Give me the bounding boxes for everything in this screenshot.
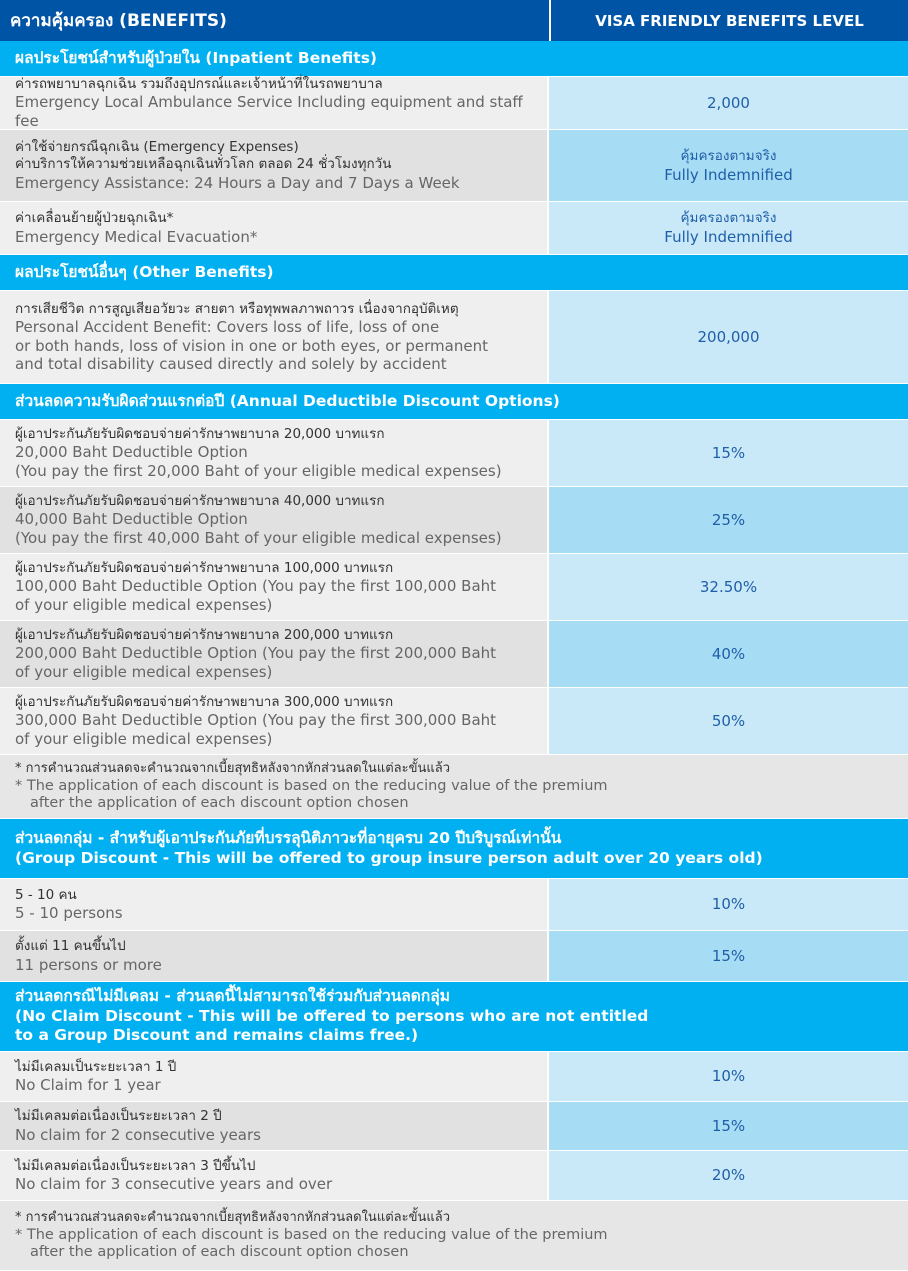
row-thai-text: การเสียชีวิต การสูญเสียอวัยวะ สายตา หรือทุพพลภาพถาวร เนื่องจากอุบัติเหตุ (15, 300, 459, 317)
section-title: ผลประโยชน์สำหรับผู้ป่วยใน (Inpatient Benefits) (15, 48, 378, 67)
deductible-footnote (0, 755, 908, 819)
row-thai-text: ไม่มีเคลมต่อเนื่องเป็นระยะเวลา 3 ปีขึ้นไป (15, 1157, 256, 1174)
row-english-text: No claim for 3 consecutive years and over (15, 1175, 333, 1193)
row-value: 40% (711, 644, 746, 663)
row-value-thai: คุ้มครองตามจริง (680, 210, 777, 226)
table-row (0, 879, 908, 931)
row-value: 200,000 (697, 327, 760, 346)
row-value: 10% (711, 895, 746, 913)
row-value: 20% (711, 1166, 746, 1184)
row-english-text: No claim for 2 consecutive years (15, 1125, 261, 1144)
table-row (0, 420, 908, 487)
row-thai-text: ไม่มีเคลมเป็นระยะเวลา 1 ปี (15, 1058, 177, 1075)
row-english-text-2: of your eligible medical expenses) (15, 729, 273, 748)
row-english-text-1: Personal Accident Benefit: Covers loss of life, loss of one (15, 318, 440, 336)
footnote-thai: * การคำนวณส่วนลดจะคำนวณจากเบี้ยสุทธิหลังจากหักส่วนลดในแต่ละขั้นแล้ว (15, 1210, 451, 1226)
row-value: 15% (711, 946, 746, 965)
row-thai-text: ผู้เอาประกันภัยรับผิดชอบจ่ายค่ารักษาพยาบาล 200,000 บาทแรก (15, 626, 394, 643)
row-thai-text: ผู้เอาประกันภัยรับผิดชอบจ่ายค่ารักษาพยาบาล 300,000 บาทแรก (15, 693, 394, 710)
table-row (0, 554, 908, 621)
row-value: 25% (711, 510, 746, 529)
table-row (0, 130, 908, 202)
row-value-english: Fully Indemnified (664, 165, 793, 184)
row-english-text-1: 100,000 Baht Deductible Option (You pay the first 100,000 Baht (15, 577, 497, 596)
row-english-text-1: 300,000 Baht Deductible Option (You pay the first 300,000 Baht (15, 711, 497, 730)
table-header (0, 0, 908, 41)
footnote-english-2: after the application of each discount option chosen (30, 795, 409, 812)
section-inpatient (0, 41, 908, 77)
row-thai-text: ตั้งแต่ 11 คนขึ้นไป (15, 938, 126, 954)
row-english-text: 5 - 10 persons (15, 904, 123, 922)
row-value-english: Fully Indemnified (664, 228, 793, 246)
no-claim-footnote (0, 1201, 908, 1271)
section-other (0, 255, 908, 291)
row-thai-text: 5 - 10 คน (15, 886, 77, 903)
row-english-text-2: (You pay the first 40,000 Baht of your eligible medical expenses) (15, 528, 502, 547)
section-title: ผลประโยชน์อื่นๆ (Other Benefits) (15, 262, 274, 281)
row-english-text: No Claim for 1 year (15, 1076, 161, 1094)
table-row (0, 1052, 908, 1102)
table-row (0, 688, 908, 755)
section-title-thai: ส่วนลดกรณีไม่มีเคลม - ส่วนลดนี้ไม่สามารถใช้ร่วมกับส่วนลดกลุ่ม (15, 987, 450, 1006)
table-row (0, 931, 908, 982)
header-benefits: ความคุ้มครอง (BENEFITS) (10, 11, 227, 31)
row-english-text-1: 20,000 Baht Deductible Option (15, 443, 248, 462)
footnote-english-2: after the application of each discount option chosen (30, 1244, 409, 1261)
row-value: 10% (711, 1067, 746, 1085)
section-title-english-2: to a Group Discount and remains claims free.) (15, 1026, 419, 1045)
row-thai-text: ผู้เอาประกันภัยรับผิดชอบจ่ายค่ารักษาพยาบาล 40,000 บาทแรก (15, 492, 385, 509)
section-title: ส่วนลดความรับผิดส่วนแรกต่อปี (Annual Deductible Discount Options) (15, 391, 560, 410)
row-value-thai: คุ้มครองตามจริง (680, 147, 777, 164)
row-thai-text: ไม่มีเคลมต่อเนื่องเป็นระยะเวลา 2 ปี (15, 1108, 222, 1124)
table-row (0, 1151, 908, 1201)
table-row (0, 291, 908, 384)
row-english-text-2: of your eligible medical expenses) (15, 662, 273, 681)
row-english-text: Emergency Medical Evacuation* (15, 227, 258, 246)
row-value: 2,000 (707, 93, 750, 112)
row-thai-text: ค่าใช้จ่ายกรณีฉุกเฉิน (Emergency Expenses) (15, 138, 299, 155)
section-title-english-1: (No Claim Discount - This will be offered to persons who are not entitled (15, 1006, 649, 1025)
header-benefit-level: VISA FRIENDLY BENEFITS LEVEL (549, 0, 908, 41)
section-group-discount (0, 819, 908, 879)
footnote-english-1: * The application of each discount is based on the reducing value of the premium (15, 1226, 608, 1243)
row-english-text-2: of your eligible medical expenses) (15, 595, 273, 614)
footnote-english-1: * The application of each discount is based on the reducing value of the premium (15, 777, 608, 794)
row-thai-text: ผู้เอาประกันภัยรับผิดชอบจ่ายค่ารักษาพยาบาล 20,000 บาทแรก (15, 425, 385, 442)
row-english-text-2: or both hands, loss of vision in one or both eyes, or permanent (15, 336, 488, 355)
row-value: 15% (711, 1116, 746, 1135)
row-english-text: Emergency Local Ambulance Service Including equipment and staff fee (15, 93, 523, 130)
row-english-text: Emergency Assistance: 24 Hours a Day and 7 Days a Week (15, 173, 460, 192)
row-thai-text: ค่าเคลื่อนย้ายผู้ป่วยฉุกเฉิน* (15, 210, 174, 226)
row-value: 50% (711, 711, 746, 730)
row-value: 32.50% (699, 577, 758, 596)
table-row (0, 202, 908, 255)
section-deductible (0, 384, 908, 420)
row-english-text: 11 persons or more (15, 955, 162, 974)
row-english-text-1: 200,000 Baht Deductible Option (You pay the first 200,000 Baht (15, 644, 497, 663)
section-title-english: (Group Discount - This will be offered to group insure person adult over 20 years old) (15, 848, 763, 867)
row-thai-text: ผู้เอาประกันภัยรับผิดชอบจ่ายค่ารักษาพยาบาล 100,000 บาทแรก (15, 559, 394, 576)
row-english-text-2: (You pay the first 20,000 Baht of your eligible medical expenses) (15, 461, 502, 480)
table-row (0, 1102, 908, 1151)
table-row (0, 487, 908, 554)
table-row (0, 621, 908, 688)
row-english-text-1: 40,000 Baht Deductible Option (15, 510, 248, 529)
row-thai-text-2: ค่าบริการให้ความช่วยเหลือฉุกเฉินทั่วโลก ตลอด 24 ชั่วโมงทุกวัน (15, 156, 392, 173)
section-title-thai: ส่วนลดกลุ่ม - สำหรับผู้เอาประกันภัยที่บรรลุนิติภาวะที่อายุครบ 20 ปีบริบูรณ์เท่านั้น (15, 829, 562, 847)
row-value: 15% (711, 443, 746, 462)
footnote-thai: * การคำนวณส่วนลดจะคำนวณจากเบี้ยสุทธิหลังจากหักส่วนลดในแต่ละขั้นแล้ว (15, 761, 451, 777)
section-no-claim-discount (0, 982, 908, 1052)
table-row (0, 77, 908, 130)
row-english-text-3: and total disability caused directly and solely by accident (15, 355, 447, 373)
row-thai-text: ค่ารถพยาบาลฉุกเฉิน รวมถึงอุปกรณ์และเจ้าหน้าที่ในรถพยาบาล (15, 75, 383, 92)
